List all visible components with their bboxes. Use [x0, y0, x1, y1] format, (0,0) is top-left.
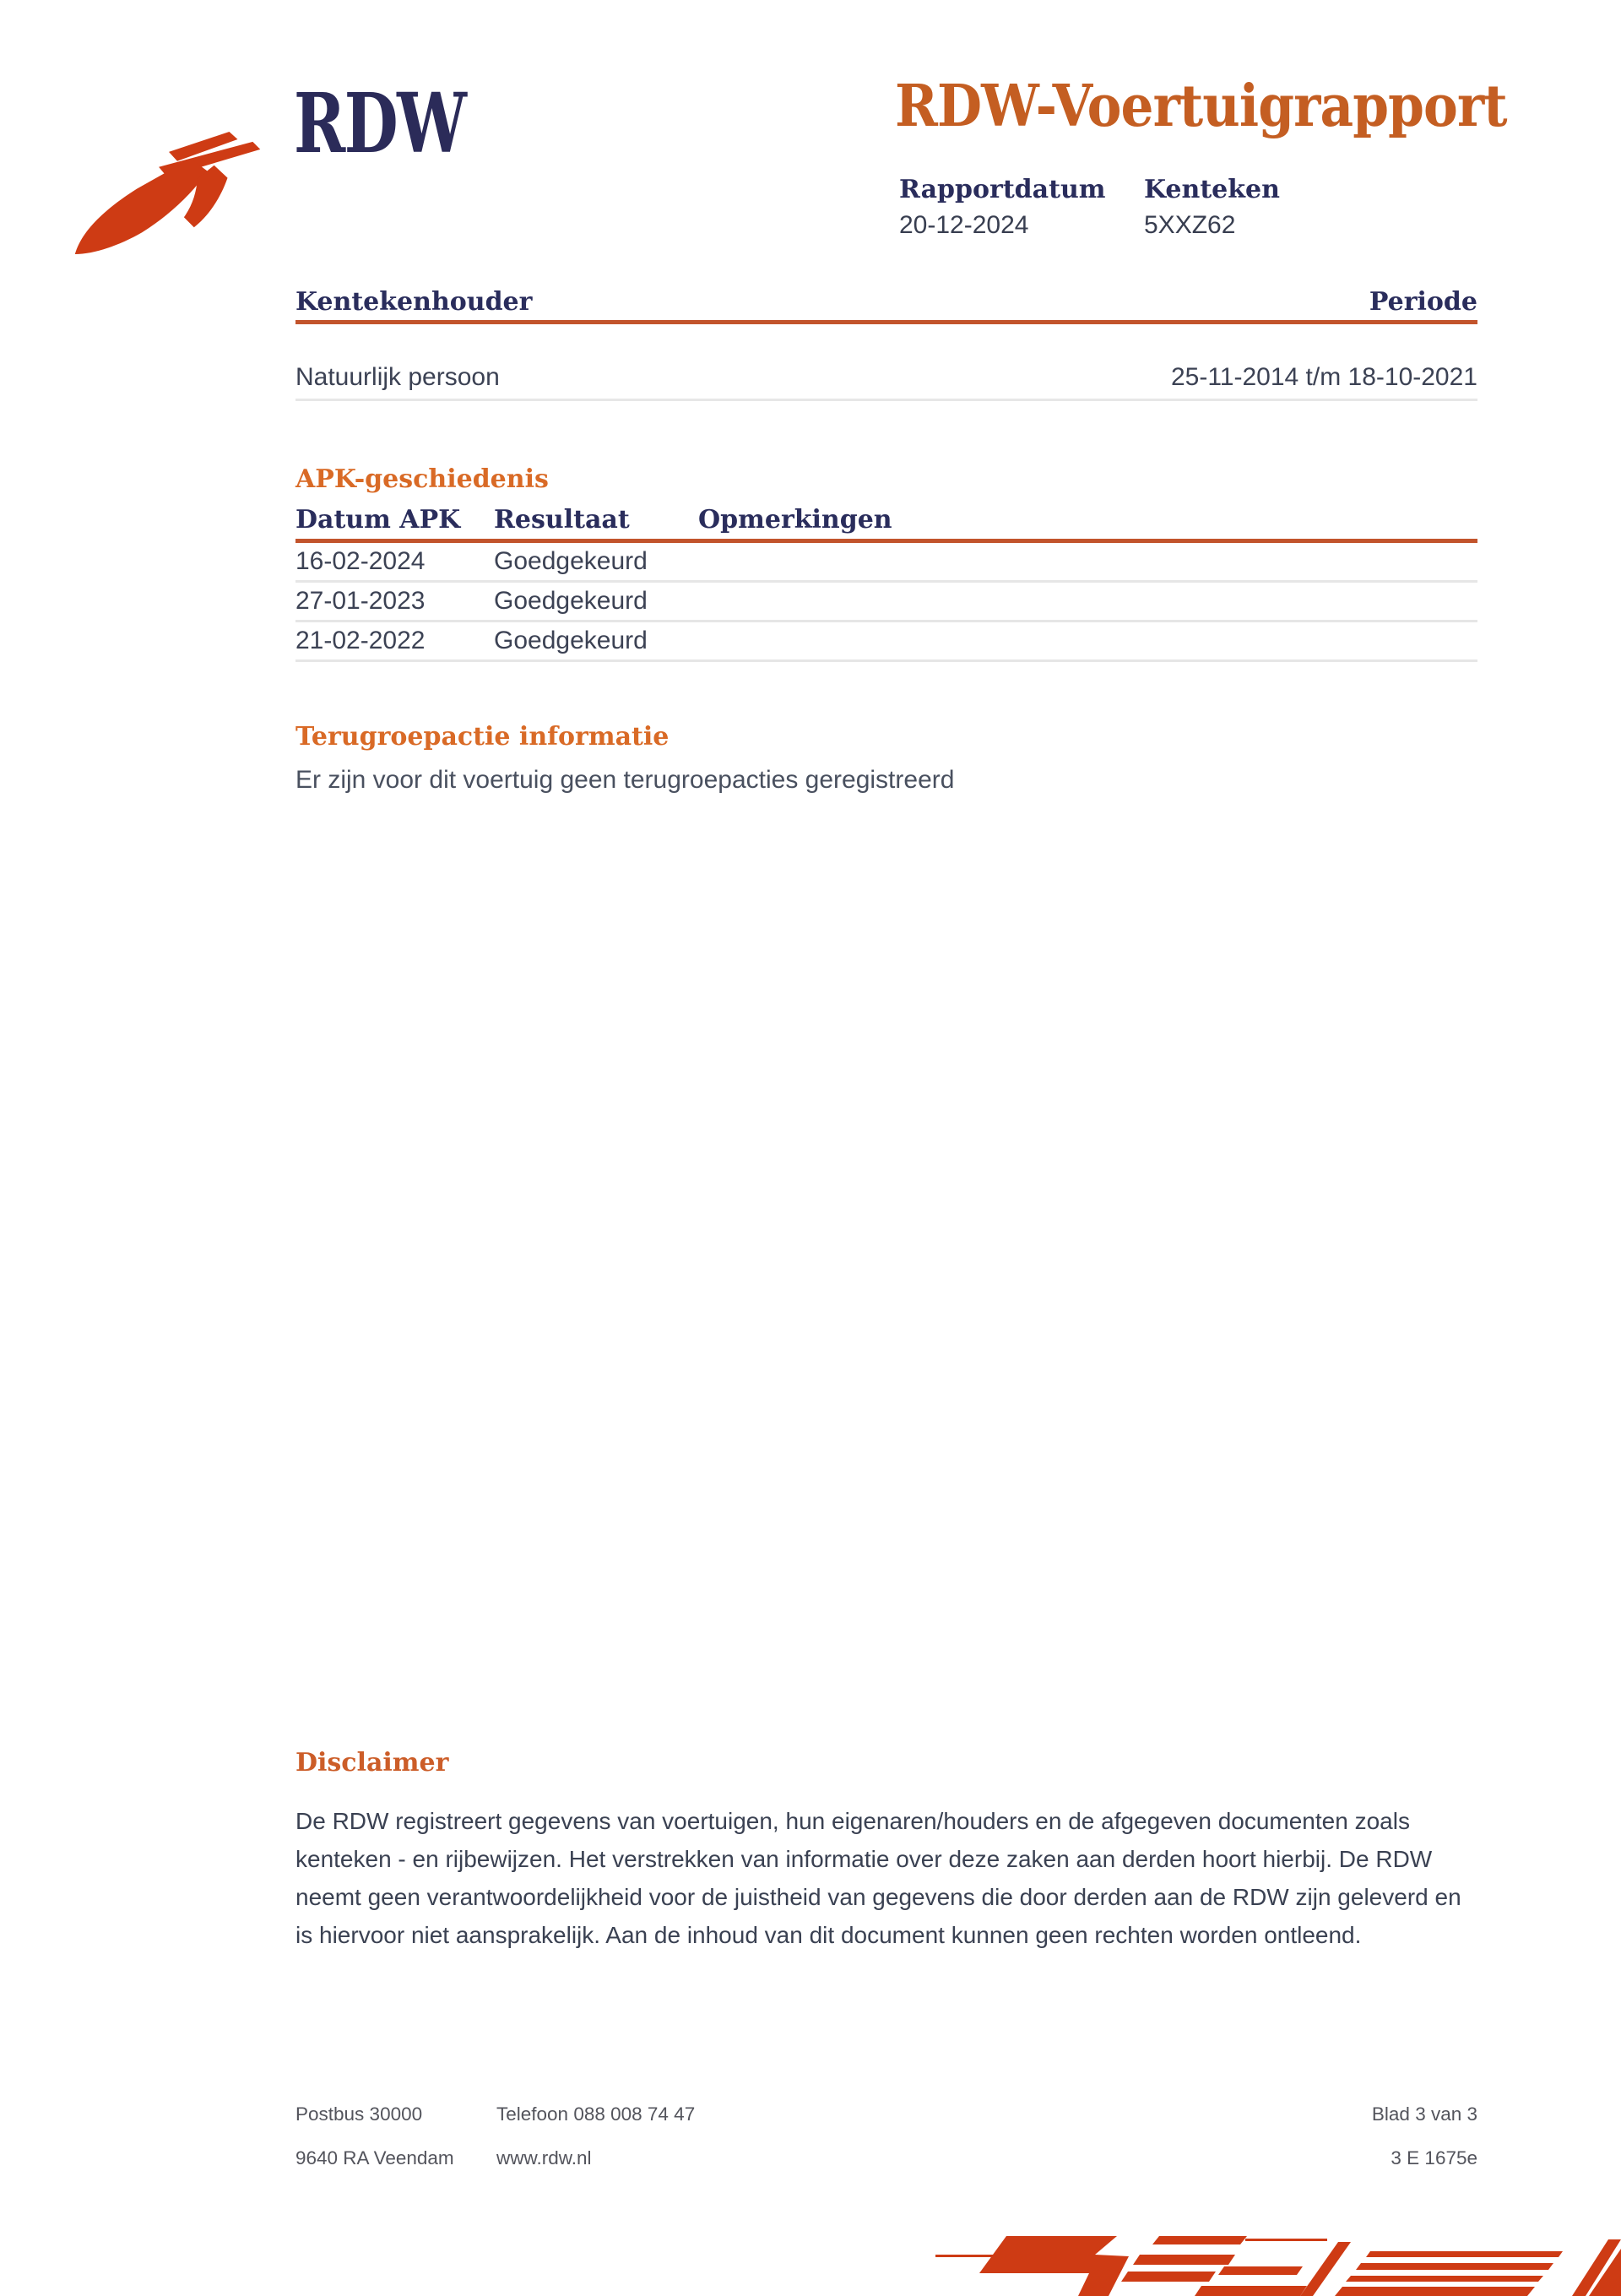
rdw-wordmark: RDW: [294, 75, 466, 171]
footer-phone: Telefoon 088 008 74 47: [496, 2103, 696, 2125]
report-date-value: 20-12-2024: [899, 211, 1029, 239]
disclaimer-text: De RDW registreert gegevens van voertuigen, hun eigenaren/houders en de afgegeven documenten zoals kenteken - en rijbewijzen. Het verstrekken van informatie over deze zaken aan derden hoort hierbij. De RDW neemt geen verantwoordelijkheid voor de juistheid van gegevens die door derden aan de RDW zijn geleverd en is hiervoor niet aansprakelijk. Aan de inhoud van dit document kunnen geen rechten worden ontleend.: [295, 1808, 1461, 1948]
apk-col-result: Resultaat: [494, 505, 630, 535]
disclaimer-heading: Disclaimer: [295, 1748, 449, 1778]
kenteken-value: 5XXZ62: [1144, 211, 1236, 239]
footer-page-indicator: Blad 3 van 3: [1371, 2103, 1477, 2125]
apk-col-remarks: Opmerkingen: [698, 505, 892, 535]
apk-result: Goedgekeurd: [494, 547, 648, 575]
holder-section-header: [295, 288, 1477, 318]
rdw-footer-graphic: [914, 2234, 1621, 2296]
footer-city: 9640 RA Veendam: [295, 2147, 454, 2168]
kenteken-label: Kenteken: [1144, 175, 1280, 204]
recall-text: Er zijn voor dit voertuig geen terugroepacties geregistreerd: [295, 766, 955, 794]
report-date-label: Rapportdatum: [899, 175, 1106, 204]
footer-form-code: 3 E 1675e: [1391, 2147, 1477, 2168]
apk-date: 27-01-2023: [295, 587, 426, 615]
rdw-logo-wing-icon: [74, 132, 264, 256]
holder-row-divider: [295, 399, 1477, 401]
apk-date: 21-02-2022: [295, 627, 426, 654]
footer-postbus: Postbus 30000: [295, 2103, 423, 2125]
footer-website: www.rdw.nl: [496, 2147, 592, 2168]
table-row: [295, 583, 1477, 622]
holder-heading: Kentekenhouder: [295, 287, 533, 317]
apk-result: Goedgekeurd: [494, 587, 648, 615]
recall-section-heading: Terugroepactie informatie: [295, 722, 670, 752]
holder-section-rule: [295, 320, 1477, 324]
apk-date: 16-02-2024: [295, 547, 426, 575]
apk-table-body: [295, 543, 1477, 662]
holder-row: [295, 363, 1477, 397]
apk-result: Goedgekeurd: [494, 627, 648, 654]
apk-col-date: Datum APK: [295, 505, 461, 535]
report-title: RDW-Voertuigrapport: [895, 73, 1507, 140]
period-heading: Periode: [1369, 287, 1477, 317]
table-row: [295, 543, 1477, 583]
holder-value: Natuurlijk persoon: [295, 363, 500, 391]
apk-section-heading: APK-geschiedenis: [295, 464, 549, 494]
period-value: 25-11-2014 t/m 18-10-2021: [1170, 363, 1477, 391]
apk-table-header: [295, 506, 1477, 534]
table-row: [295, 622, 1477, 662]
